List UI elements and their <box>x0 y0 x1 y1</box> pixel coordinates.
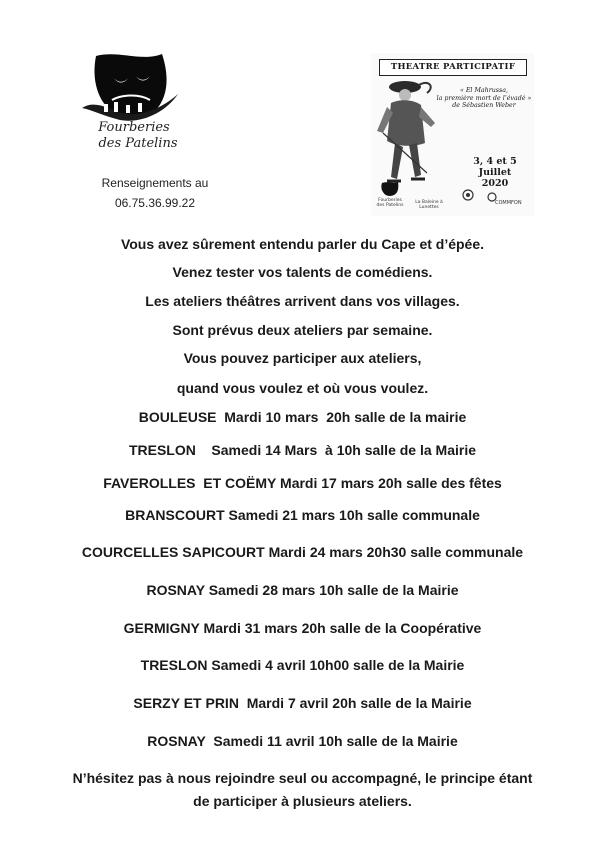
session-line: TRESLON Samedi 14 Mars à 10h salle de la Mairie <box>128 442 477 458</box>
session-line: FAVEROLLES ET COËMY Mardi 17 mars 20h salle des fêtes <box>103 475 502 491</box>
closing-line: N’hésitez pas à nous rejoindre seul ou accompagné, le principe étant <box>72 770 533 786</box>
poster-sponsor-1: La Baleine à Lunettes <box>415 200 443 210</box>
session-line: ROSNAY Samedi 28 mars 10h salle de la Mairie <box>146 582 459 598</box>
logo-text-line2: des Patelins <box>98 136 178 151</box>
sponsor-2-logo-icon <box>461 189 475 201</box>
intro-line: Sont prévus deux ateliers par semaine. <box>172 322 433 338</box>
poster-sponsor-org: Fourberies des Patelins <box>376 198 404 208</box>
intro-line: Les ateliers théâtres arrivent dans vos villages. <box>145 293 460 309</box>
contact-label: Renseignements au <box>101 176 209 190</box>
session-line: BOULEUSE Mardi 10 mars 20h salle de la mairie <box>138 409 467 425</box>
session-line: ROSNAY Samedi 11 avril 10h salle de la Mairie <box>147 733 458 749</box>
session-line: BRANSCOURT Samedi 21 mars 10h salle communale <box>125 507 480 523</box>
theatre-poster <box>371 53 534 216</box>
intro-line: Vous avez sûrement entendu parler du Cape et d’épée. <box>120 236 485 252</box>
intro-line: quand vous voulez et où vous voulez. <box>176 380 429 396</box>
poster-sponsor-3: COMMFON <box>495 200 522 206</box>
session-line: GERMIGNY Mardi 31 mars 20h salle de la Coopérative <box>123 620 482 636</box>
logo-text-line1: Fourberies <box>98 120 170 135</box>
contact-phone: 06.75.36.99.22 <box>114 196 196 210</box>
session-line: COURCELLES SAPICOURT Mardi 24 mars 20h30 salle communale <box>81 544 524 560</box>
poster-banner: THEATRE PARTICIPATIF <box>379 59 527 76</box>
intro-line: Vous pouvez participer aux ateliers, <box>183 350 422 366</box>
theatre-mask-icon <box>78 50 190 122</box>
session-line: TRESLON Samedi 4 avril 10h00 salle de la Mairie <box>140 657 465 673</box>
session-line: SERZY ET PRIN Mardi 7 avril 20h salle de la Mairie <box>133 695 472 711</box>
fourberies-logo <box>78 50 190 162</box>
cavalier-figure-icon <box>375 77 439 189</box>
small-mask-icon <box>379 181 401 197</box>
intro-line: Venez tester vos talents de comédiens. <box>172 264 433 280</box>
closing-line: de participer à plusieurs ateliers. <box>193 793 412 809</box>
poster-title: « El Mahrussa, la première mort de l’évadé » de Sébastien Weber <box>436 87 532 109</box>
poster-dates: 3, 4 et 5 Juillet 2020 <box>473 156 517 189</box>
contact-block <box>70 173 240 213</box>
